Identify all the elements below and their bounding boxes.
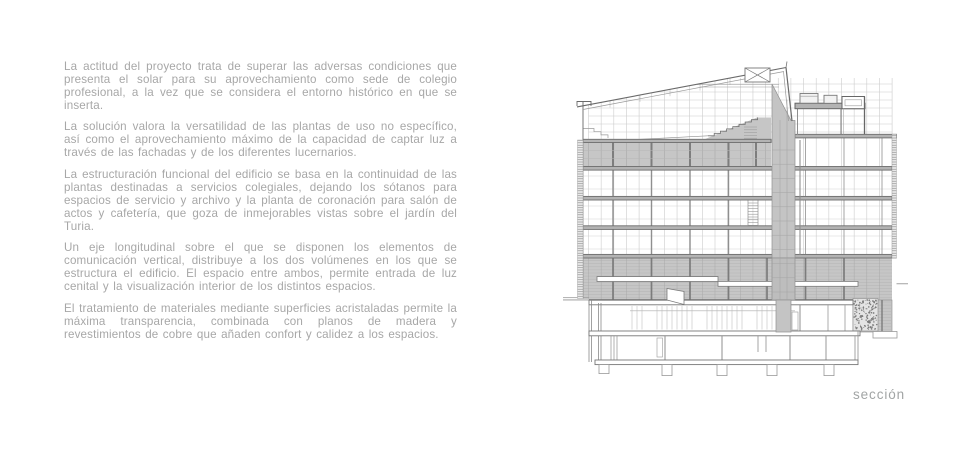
archive-shelving (632, 306, 787, 330)
roof-truss-box (745, 68, 770, 82)
building-section (555, 50, 940, 405)
section-caption: sección (853, 387, 906, 402)
upper-glazing-band (583, 143, 771, 167)
description-paragraph-4: Un eje longitudinal sobre el que se disponen los elementos de comunicación vertical, distribuye a los dos volúmenes en los que se estructura el edificio. El espacio entre ambos, permite entrada de luz cenital y la visualización interior de los distintos espacios. (64, 241, 457, 293)
description-paragraph-3: La estructuración funcional del edificio se basa en la continuidad de las plantas destinadas a servicios colegiales, dejando los sótanos para espacios de servicio y archivo y la planta de coronación para salón de actos y cafetería, que goza de inmejorables vistas sobre el jardín del Turia. (64, 167, 457, 233)
middle-glazing-band (583, 258, 908, 300)
basement-levels (563, 289, 860, 376)
description-paragraph-5: El tratamiento de materiales mediante superficies acristaladas permite la máxima transparencia, combinada con planos de madera y revestimientos de cobre que añaden confort y calidez a los espacios. (64, 301, 457, 341)
description-paragraph-2: La solución valora la versatilidad de las plantas de uso no específico, así como el aprovechamiento máximo de la capacidad de captar luz a través de las fachadas y de los diferentes lucernarios. (64, 120, 457, 160)
description-paragraph-1: La actitud del proyecto trata de superar las adversas condiciones que presenta el solar para su aprovechamiento como sede de colegio profesional, a la vez que se considera el entorno histórico en que se inserta. (64, 60, 457, 112)
roof-terrace (795, 94, 865, 135)
